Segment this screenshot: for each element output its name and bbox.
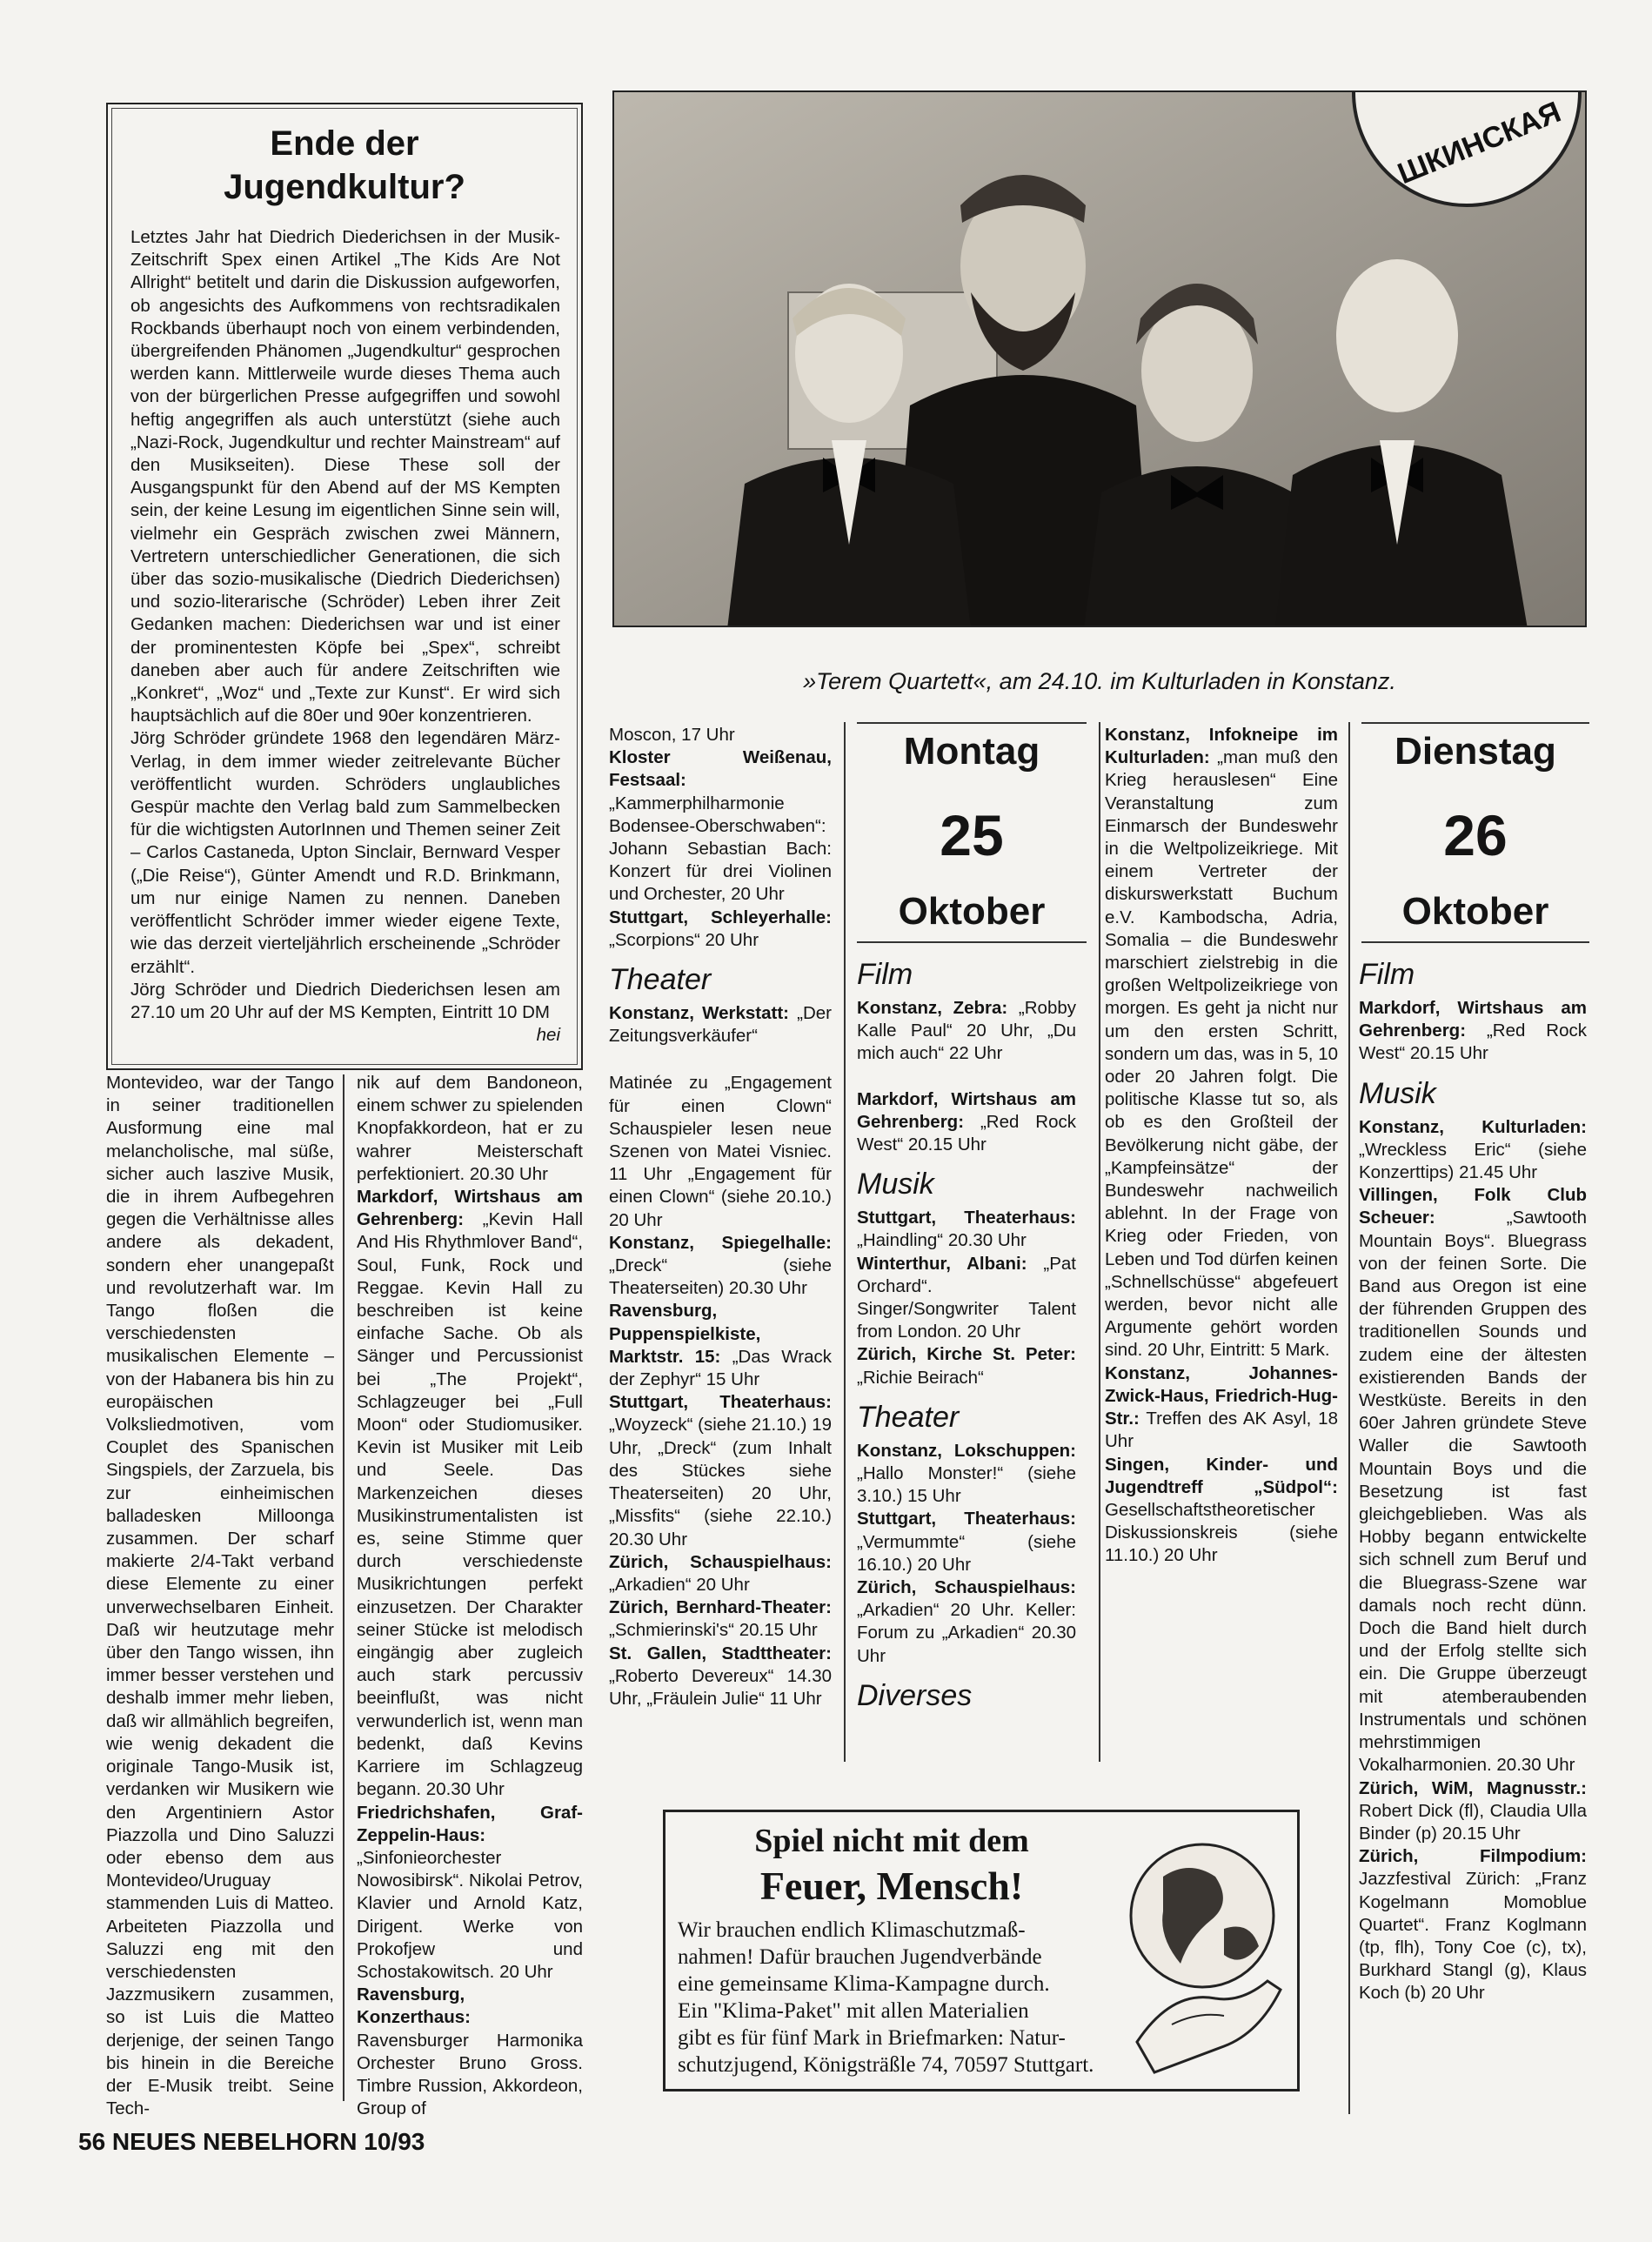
column-rule [1099, 722, 1100, 1762]
month-name: Oktober [898, 890, 1046, 933]
listing-entry: Konstanz, Lokschuppen: „Hallo Monster!“ (siehe 3.10.) 15 Uhr [857, 1440, 1076, 1507]
listing-entry: Ravensburg, Konzerthaus: Ravensburger Harmonika Orchester Bruno Gross. Timbre Russion, Akkordeon, Group of [357, 1984, 583, 2119]
section-heading-musik: Musik [1359, 1076, 1436, 1110]
listing-entry: Zürich, Schauspielhaus: „Arkadien“ 20 Uhr [609, 1551, 832, 1595]
listing-entry: Stuttgart, Schleyerhalle: „Scorpions“ 20 Uhr [609, 907, 832, 950]
day-header-monday [857, 729, 1087, 934]
listing-entry: Ravensburg, Puppenspielkiste, Marktstr. 15: „Das Wrack der Zephyr“ 15 Uhr [609, 1301, 832, 1390]
day-name: Montag [903, 730, 1040, 773]
ad-body: Wir brauchen endlich Klimaschutzmaß- nahmen! Dafür brauchen Jugendverbände eine gemeinsame Klima-Kampagne durch. Ein "Klima-Paket" mit allen Materialien gibt es für fünf Mark in Briefmarken: Natur- schutzjugend, Königsträßle 74, 70597 Stuttgart. [678, 1918, 1094, 2077]
listing-entry: Matinée zu „Engagement für einen Clown“ Schauspieler lesen neue Szenen von Matei Visniec. 11 Uhr „Engagement für einen Clown“ (siehe 20.10.) 20 Uhr [609, 1073, 832, 1230]
photo-illustration [614, 92, 1587, 627]
column-rule [1348, 722, 1350, 2114]
listing-entry: Zürich, WiM, Magnusstr.: Robert Dick (fl), Claudia Ulla Binder (p) 20.15 Uhr [1359, 1777, 1587, 1844]
listing-entry: Stuttgart, Theaterhaus: „Woyzeck“ (siehe 21.10.) 19 Uhr, „Dreck“ (zum Inhalt des Stückes siehe Theaterseiten) 20 Uhr, „Missfits“ (siehe 22.10.) 20.30 Uhr [609, 1392, 832, 1549]
section-heading-film: Film [1359, 958, 1415, 991]
article-box [106, 103, 583, 1070]
listing-column-3 [609, 724, 832, 1710]
listing-entry: Zürich, Bernhard-Theater: „Schmierinski's“ 20.15 Uhr [609, 1597, 832, 1641]
listing-entry: Konstanz, Kulturladen: „Wreckless Eric“ (siehe Konzerttips) 21.45 Uhr [1359, 1116, 1587, 1183]
column-rule [857, 722, 1087, 724]
section-heading-theater: Theater [857, 1400, 960, 1434]
listing-entry: Moscon, 17 Uhr [609, 725, 735, 745]
photo-caption: »Terem Quartett«, am 24.10. im Kulturladen in Konstanz. [803, 668, 1396, 694]
listing-column-2 [357, 1072, 583, 2120]
listing-entry: Konstanz, Infokneipe im Kulturladen: „man muß den Krieg herauslesen“ Eine Veranstaltung zum Einmarsch der Bundeswehr in die Weltpolizeikriege. Mit einem Vertreter der diskurswerkstatt Buchum e.V. Kambodscha, Adria, Somalia – die Bundeswehr marschiert zielstrebig in die großen Weltpolizeikriege von morgen. Es geht ja nicht nur um den ersten Schritt, sondern um das, was in 5, 10 oder 20 Jahren folgt. Die politische Klasse tut so, als ob es den Großteil der Bevölkerung nicht gäbe, der „Kampfeinsätze“ der Bundeswehr nachweilich ablehnt. In der Frage von Krieg oder Frieden, von Leben und Tod dürfen keinen „Schnellschüsse“ abgefeuert werden, bevor nicht alle Argumente gehört worden sind. 20 Uhr, Eintritt: 5 Mark. [1105, 725, 1338, 1361]
listing-entry: Markdorf, Wirtshaus am Gehrenberg: „Red Rock West“ 20.15 Uhr [857, 1088, 1076, 1155]
column-rule [1361, 941, 1589, 943]
column-rule [857, 941, 1087, 943]
article-paragraph: Jörg Schröder und Diedrich Diederichsen lesen am 27.10 um 20 Uhr auf der MS Kempten, Eintritt 10 DM [130, 979, 560, 1022]
ad-headline: Spiel nicht mit dem [754, 1823, 1029, 1859]
listing-entry: Markdorf, Wirtshaus am Gehrenberg: „Kevin Hall And His Rhythmlover Band“, Soul, Funk, Rock und Reggae. Kevin Hall zu beschreiben ist keine einfache Sache. Ob als Sänger und Percussionist bei „The Projekt“, Schlagzeuger bei „Full Moon“ oder Studiomusiker. Kevin ist Musiker mit Leib und Seele. Das Markenzeichen dieses Musikinstrumentalisten ist es, seine Stimme quer durch verschiedenste Musikrichtungen perfekt einzusetzen. Der Charakter seiner Stücke ist melodisch eingängig aber zugleich auch stark percussiv beeinflußt, was nicht verwunderlich ist, wenn man bedenkt, daß Kevins Karriere im Schlagzeug begann. 20.30 Uhr [357, 1187, 583, 1800]
tango-article-col1 [106, 1072, 334, 2120]
month-name: Oktober [1401, 890, 1549, 933]
listing-entry: Winterthur, Albani: „Pat Orchard“. Singer/Songwriter Talent from London. 20 Uhr [857, 1253, 1076, 1342]
section-heading-diverses: Diverses [857, 1678, 973, 1712]
ad-headline: Feuer, Mensch! [759, 1864, 1024, 1908]
listing-entry: Zürich, Schauspielhaus: „Arkadien“ 20 Uhr. Keller: Forum zu „Arkadien“ 20.30 Uhr [857, 1577, 1076, 1666]
author-signature: hei [536, 1025, 560, 1046]
listing-entry: Zürich, Filmpodium: Jazzfestival Zürich: „Franz Kogelmann Momoblue Quartet“. Franz Koglmann (tp, flh), Tony Coe (c), tx), Burkhard Stangl (g), Klaus Koch (b) 20 Uhr [1359, 1846, 1587, 2004]
klima-advertisement [663, 1810, 1300, 2091]
article-title: Ende der Jugendkultur? [224, 124, 465, 206]
column-rule [1361, 722, 1589, 724]
day-header-tuesday [1361, 729, 1589, 934]
day-number: 25 [940, 803, 1004, 867]
listing-entry: Konstanz, Johannes-Zwick-Haus, Friedrich-Hug-Str.: Treffen des AK Asyl, 18 Uhr [1105, 1362, 1338, 1452]
listing-entry: St. Gallen, Stadttheater: „Roberto Devereux“ 14.30 Uhr, „Fräulein Julie“ 11 Uhr [609, 1643, 832, 1709]
column-rule [844, 722, 846, 1762]
listing-entry: Stuttgart, Theaterhaus: „Vermummte“ (siehe 16.10.) 20 Uhr [857, 1509, 1076, 1575]
band-photo [612, 90, 1587, 627]
article-paragraph: Montevideo, war der Tango in seiner traditionellen Ausformung eine mal melancholische, mal süße, sicher auch laszive Musik, die in ihrem Aufbegehren gegen die Verhältnisse alles andere als dekadent, sondern eher unangepaßt und revolutzerhaft war. Im Tango floßen die verschiedensten musikalischen Elemente – von der Habanera bis hin zu europäischen Volksliedmotiven, vom Couplet des Spanischen Singspiels, der Zarzuela, bis zur einheimischen balladesken Milloonga zusammen. Der scharf makierte 2/4-Takt verband diese Elemente zu einer unverwechselbaren Einheit. Daß wir heutzutage mehr über den Tango wissen, ihn immer besser verstehen und deshalb immer mehr lieben, daß wir allmählich begreifen, wie wenig dekadent die originale Tango-Musik ist, verdanken wir Musikern wie den Argentiniern Astor Piazzolla und Dino Saluzzi oder ebenso dem aus Montevideo/Uruguay stammenden Luis di Matteo. Arbeiteten Piazzolla und Saluzzi eng mit den verschiedensten Jazzmusikern zusammen, so ist Luis die Matteo derjenige, der seinen Tango bis hinein in die Bereiche der E-Musik treibt. Seine Tech- [106, 1073, 334, 2119]
day-number: 26 [1443, 803, 1508, 867]
article-paragraph: Jörg Schröder gründete 1968 den legendären März-Verlag, in dem immer wieder zeitrelevante Bücher veröffentlicht wurden. Schröders unglaubliches Gespür machte den Verlag bald zum Sammelbecken für die wichtigsten AutorInnen und Themen seiner Zeit – Carlos Castaneda, Upton Sinclair, Bernward Vesper („Die Reise“), Günter Amendt und R.D. Brinkmann, um nur einige Namen zu nennen. Daneben veröffentlicht Schröder immer wieder eigene Texte, wie das derzeit vierteljährlich erscheinende „Schröder erzählt“. [130, 728, 560, 977]
listing-column-6 [1359, 957, 1587, 2005]
column-rule [343, 1074, 344, 2101]
listing-entry: Zürich, Kirche St. Peter: „Richie Beirach“ [857, 1344, 1076, 1388]
listing-entry: Villingen, Folk Club Scheuer: „Sawtooth Mountain Boys“. Bluegrass von der feinen Sorte. Die Band aus Oregon ist eine der führenden Gruppen des traditionellen Sounds und zudem eine der ältesten existierenden Bands der Westküste. Bereits in den 60er Jahren gründete Steve Waller die Sawtooth Mountain Boys und die Besetzung ist fast gleichgeblieben. Was als Hobby begann entwickelte sich schnell zum Beruf und die Bluegrass-Szene war damals noch recht dünn. Doch die Band hielt durch und der Erfolg stellte sich ein. Die Gruppe überzeugt mit atemberaubenden Instrumentals und schönen mehrstimmigen Vokalharmonien. 20.30 Uhr [1359, 1185, 1587, 1776]
page-footer: 56 NEUES NEBELHORN 10/93 [78, 2128, 425, 2155]
listing-entry: Singen, Kinder- und Jugendtreff „Südpol“: Gesellschaftstheoretischer Diskussionskreis (siehe 11.10.) 20 Uhr [1105, 1454, 1338, 1566]
sign-text: ШКИНСКАЯ [1393, 95, 1566, 191]
section-heading-musik: Musik [857, 1168, 934, 1201]
listing-entry: Markdorf, Wirtshaus am Gehrenberg: „Red Rock West“ 20.15 Uhr [1359, 998, 1587, 1064]
listing-column-4 [857, 957, 1076, 1718]
listing-entry: Konstanz, Spiegelhalle: „Dreck“ (siehe Theaterseiten) 20.30 Uhr [609, 1232, 832, 1299]
article-paragraph: Letztes Jahr hat Diedrich Diederichsen in der Musik-Zeitschrift Spex einen Artikel „The Kids Are Not Allright“ betitelt und darin die Diskussion aufgeworfen, ob angesichts des Aufkommens von rechtsradikalen Rockbands überhaupt noch von einem verbindenden, übergreifenden Phänomen „Jugendkultur“ gesprochen werden kann. Mittlerweile wurde dieses Thema auch von der bürgerlichen Presse aufgegriffen und sowohl heftig angegriffen als auch unterstützt (siehe auch „Nazi-Rock, Jugendkultur und rechter Mainstream“ auf den Musikseiten). Diese These soll der Ausgangspunkt für den Abend auf der MS Kempten sein, der keine Lesung im eigentlichen Sinne sein will, vielmehr ein Gespräch zwischen zwei Männern, Vertretern unterschiedlicher Generationen, die sich über das sozio-musikalische (Diedrich Diederichsen) und sozio-literarische (Schröder) Leben ihrer Zeit Gedanken machen: Diederichsen war und ist einer der prominentesten Köpfe bei „Spex“, schreibt daneben aber auch für andere Zeitschriften wie „Konkret“, „Woz“ und „Texte zur Kunst“. Er wird sich hauptsächlich auf die 80er und 90er konzentrieren. [130, 227, 560, 726]
section-heading-film: Film [857, 958, 913, 991]
listing-column-5 [1105, 724, 1338, 1568]
listing-entry: Konstanz, Werkstatt: „Der Zeitungsverkäufer“ [609, 1003, 832, 1047]
listing-entry: Friedrichshafen, Graf-Zeppelin-Haus: „Sinfonieorchester Nowosibirsk“. Nikolai Petrov, Klavier und Arnold Katz, Dirigent. Werke von Prokofjew und Schostakowitsch. 20 Uhr [357, 1802, 583, 1982]
article-body [130, 226, 560, 1047]
day-name: Dienstag [1395, 730, 1556, 773]
listing-entry: Kloster Weißenau, Festsaal: „Kammerphilharmonie Bodensee-Oberschwaben“: Johann Sebastian Bach: Konzert für drei Violinen und Orchester, 20 Uhr [609, 747, 832, 905]
section-heading-theater: Theater [609, 963, 712, 997]
listing-entry: Konstanz, Zebra: „Robby Kalle Paul“ 20 Uhr, „Du mich auch“ 22 Uhr [857, 998, 1077, 1064]
listing-entry: nik auf dem Bandoneon, einem schwer zu spielenden Knopfakkordeon, hat er zu wahrer Meisterschaft perfektioniert. 20.30 Uhr [357, 1073, 583, 1184]
listing-entry: Stuttgart, Theaterhaus: „Haindling“ 20.30 Uhr [857, 1208, 1076, 1251]
